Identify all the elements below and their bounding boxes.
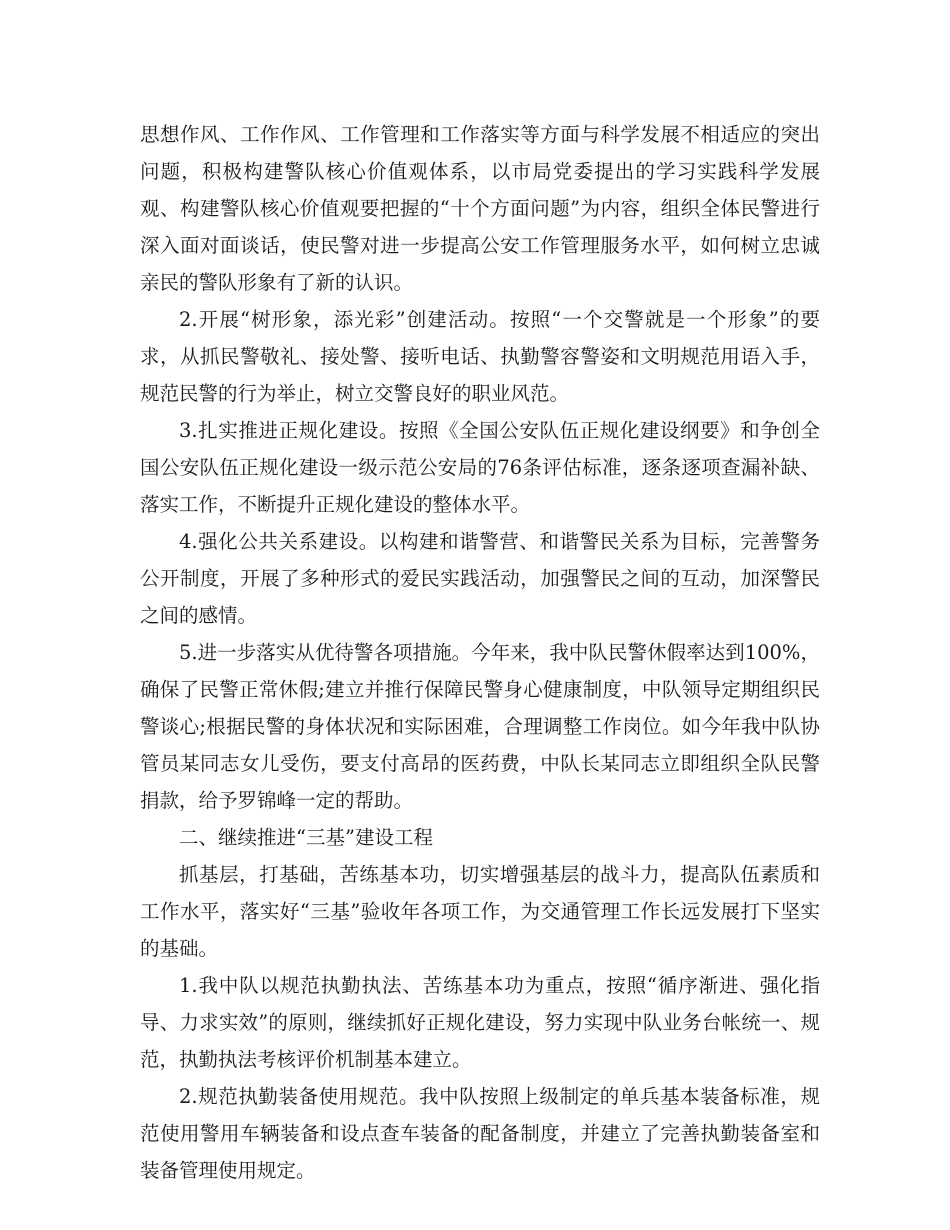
paragraph-item-2: 2.开展“树形象，添光彩”创建活动。按照“一个交警就是一个形象”的要求，从抓民警敬礼、接处警、接听电话、执勤警容警姿和文明规范用语入手，规范民警的行为举止，树立交警良好的职业风范。 bbox=[140, 308, 820, 405]
paragraph-item-4: 4.强化公共关系建设。以构建和谐警营、和谐警民关系为目标，完善警务公开制度，开展了多种形式的爱民实践活动，加强警民之间的互动，加深警民之间的感情。 bbox=[140, 530, 820, 627]
paragraph-item-3: 3.扎实推进正规化建设。按照《全国公安队伍正规化建设纲要》和争创全国公安队伍正规化建设一级示范公安局的76条评估标准，逐条逐项查漏补缺、落实工作，不断提升正规化建设的整体水平。 bbox=[140, 419, 820, 516]
paragraph-section-item-1: 1.我中队以规范执勤执法、苦练基本功为重点，按照“循序渐进、强化指导、力求实效”的原则，继续抓好正规化建设，努力实现中队业务台帐统一、规范，执勤执法考核评价机制基本建立。 bbox=[140, 974, 820, 1071]
document-body bbox=[140, 116, 820, 1189]
paragraph-item-5: 5.进一步落实从优待警各项措施。今年来，我中队民警休假率达到100%，确保了民警正常休假;建立并推行保障民警身心健康制度，中队领导定期组织民警谈心;根据民警的身体状况和实际困难，合理调整工作岗位。如今年我中队协管员某同志女儿受伤，要支付高昂的医药费，中队长某同志立即组织全队民警捐款，给予罗锦峰一定的帮助。 bbox=[140, 641, 820, 812]
section-heading: 二、继续推进“三基”建设工程 bbox=[179, 826, 433, 849]
paragraph-continuation: 思想作风、工作作风、工作管理和工作落实等方面与科学发展不相适应的突出问题，积极构建警队核心价值观体系，以市局党委提出的学习实践科学发展观、构建警队核心价值观要把握的“十个方面问题”为内容，组织全体民警进行深入面对面谈话，使民警对进一步提高公安工作管理服务水平，如何树立忠诚亲民的警队形象有了新的认识。 bbox=[140, 123, 820, 294]
paragraph-section-intro: 抓基层，打基础，苦练基本功，切实增强基层的战斗力，提高队伍素质和工作水平，落实好“三基”验收年各项工作，为交通管理工作长远发展打下坚实的基础。 bbox=[140, 863, 820, 960]
paragraph-section-item-2: 2.规范执勤装备使用规范。我中队按照上级制定的单兵基本装备标准，规范使用警用车辆装备和设点查车装备的配备制度，并建立了完善执勤装备室和装备管理使用规定。 bbox=[140, 1085, 820, 1182]
